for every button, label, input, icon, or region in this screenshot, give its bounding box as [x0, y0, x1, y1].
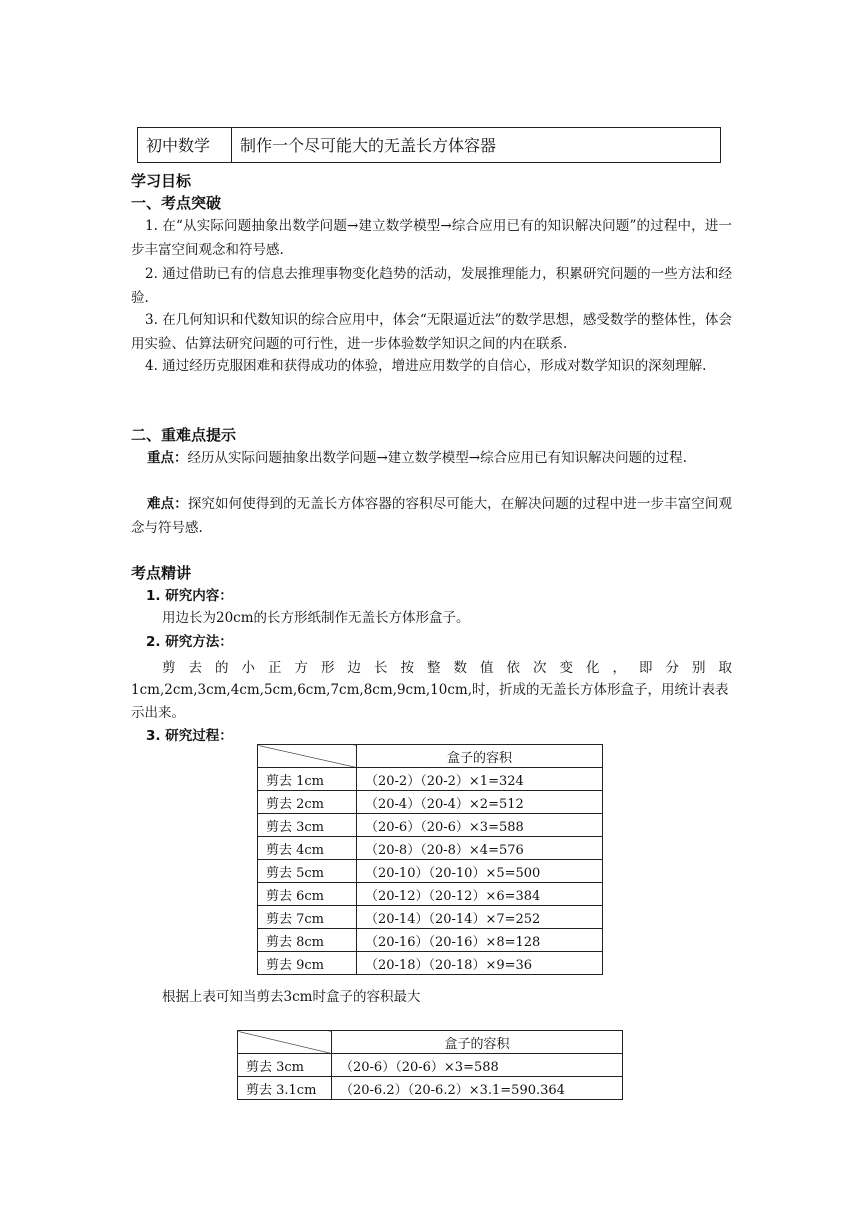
method-char: 形 — [321, 660, 335, 676]
section1-heading: 一、考点突破 — [131, 194, 222, 212]
lesson-title: 制作一个尽可能大的无盖长方体容器 — [240, 136, 497, 155]
table-header-row — [258, 745, 603, 768]
method-char: 即 — [639, 660, 653, 676]
volume-table-2 — [237, 1030, 623, 1100]
table-cell: 剪去 4cm — [258, 837, 357, 860]
diagonal-header-cell — [258, 745, 357, 768]
conclusion-text: 根据上表可知当剪去3cm时盒子的容积最大 — [162, 989, 421, 1005]
objectives-heading: 学习目标 — [131, 172, 192, 190]
key-point-label: 重点： — [147, 450, 188, 466]
key-point — [131, 446, 732, 470]
objective-item-1: 1. 在“从实际问题抽象出数学问题→建立数学模型→综合应用已有的知识解决问题”的过程中，进一步丰富空间观念和符号感. — [131, 218, 732, 258]
table-row — [258, 814, 603, 837]
difficulty-label: 难点： — [147, 496, 188, 512]
table-cell: （20-10）（20-10）×5=500 — [357, 860, 603, 883]
table-cell: 剪去 6cm — [258, 883, 357, 906]
table-cell: 剪去 3cm — [238, 1054, 332, 1077]
table-row — [238, 1077, 623, 1100]
method-line-1 — [162, 656, 732, 676]
method-char: 化 — [586, 660, 600, 676]
table-cell: （20-4）（20-4）×2=512 — [357, 791, 603, 814]
table-cell: 剪去 3cm — [258, 814, 357, 837]
method-char: 剪 — [162, 660, 176, 676]
table-row — [258, 906, 603, 929]
table-cell: 剪去 5cm — [258, 860, 357, 883]
volume-table-1 — [257, 744, 603, 975]
table-cell: （20-12）（20-12）×6=384 — [357, 883, 603, 906]
objective-item-3: 3. 在几何知识和代数知识的综合应用中，体会“无限逼近法”的数学思想，感受数学的整体性，体会用实验、估算法研究问题的可行性，进一步体验数学知识之间的内在联系. — [131, 312, 732, 352]
content-text: 用边长为20cm的长方形纸制作无盖长方体形盒子。 — [162, 610, 470, 626]
table-cell: 剪去 8cm — [258, 929, 357, 952]
table-cell: （20-8）（20-8）×4=576 — [357, 837, 603, 860]
method-char: ， — [612, 660, 626, 676]
table-cell: 剪去 2cm — [258, 791, 357, 814]
lecture-heading: 考点精讲 — [131, 564, 192, 582]
method-char: 值 — [480, 660, 494, 676]
difficulty-point — [131, 492, 732, 540]
method-char: 别 — [692, 660, 706, 676]
method-line-3: 示出来。 — [131, 705, 185, 721]
method-line-2: 1cm,2cm,3cm,4cm,5cm,6cm,7cm,8cm,9cm,10cm,时，折成的无盖长方体形盒子，用统计表表 — [131, 682, 729, 698]
table-row — [258, 860, 603, 883]
method-char: 分 — [665, 660, 679, 676]
table-cell: （20-18）（20-18）×9=36 — [357, 952, 603, 975]
method-char: 长 — [374, 660, 388, 676]
method-char: 数 — [453, 660, 467, 676]
table-header-cell: 盒子的容积 — [332, 1031, 623, 1054]
method-char: 取 — [718, 660, 732, 676]
table-cell: （20-6）（20-6）×3=588 — [357, 814, 603, 837]
method-char: 依 — [506, 660, 520, 676]
method-char: 去 — [188, 660, 202, 676]
method-char: 的 — [215, 660, 229, 676]
table-cell: （20-2）（20-2）×1=324 — [357, 768, 603, 791]
table-cell: （20-6.2）（20-6.2）×3.1=590.364 — [332, 1077, 623, 1100]
table-header-cell: 盒子的容积 — [357, 745, 603, 768]
method-char: 整 — [427, 660, 441, 676]
process-label: 3. 研究过程： — [146, 728, 233, 744]
method-label: 2. 研究方法： — [146, 634, 233, 650]
method-char: 方 — [294, 660, 308, 676]
table-cell: （20-16）（20-16）×8=128 — [357, 929, 603, 952]
difficulty-text: 探究如何使得到的无盖长方体容器的容积尽可能大，在解决问题的过程中进一步丰富空间观念与符号感. — [131, 496, 733, 536]
table-cell: （20-6）（20-6）×3=588 — [332, 1054, 623, 1077]
table-header-row — [238, 1031, 623, 1054]
table-cell: 剪去 9cm — [258, 952, 357, 975]
objective-item-2: 2. 通过借助已有的信息去推理事物变化趋势的活动，发展推理能力，积累研究问题的一些方法和经验. — [131, 266, 732, 306]
table-row — [258, 837, 603, 860]
objective-item-4: 4. 通过经历克服困难和获得成功的体验，增进应用数学的自信心，形成对数学知识的深刻理解. — [145, 358, 707, 374]
key-point-text: 经历从实际问题抽象出数学问题→建立数学模型→综合应用已有知识解决问题的过程. — [187, 450, 687, 466]
method-char: 小 — [241, 660, 255, 676]
table-row — [238, 1054, 623, 1077]
method-char: 按 — [400, 660, 414, 676]
method-char: 边 — [347, 660, 361, 676]
table-cell: 剪去 7cm — [258, 906, 357, 929]
diagonal-header-cell — [238, 1031, 332, 1054]
content-label: 1. 研究内容： — [146, 588, 233, 604]
table-row — [258, 952, 603, 975]
table-row — [258, 929, 603, 952]
subject-label: 初中数学 — [138, 128, 232, 162]
table-cell: 剪去 3.1cm — [238, 1077, 332, 1100]
table-row — [258, 791, 603, 814]
section2-heading: 二、重难点提示 — [131, 426, 237, 444]
table-row — [258, 768, 603, 791]
lesson-header — [137, 127, 721, 163]
table-row — [258, 883, 603, 906]
method-char: 正 — [268, 660, 282, 676]
method-char: 变 — [559, 660, 573, 676]
method-char: 次 — [533, 660, 547, 676]
table-cell: （20-14）（20-14）×7=252 — [357, 906, 603, 929]
table-cell: 剪去 1cm — [258, 768, 357, 791]
